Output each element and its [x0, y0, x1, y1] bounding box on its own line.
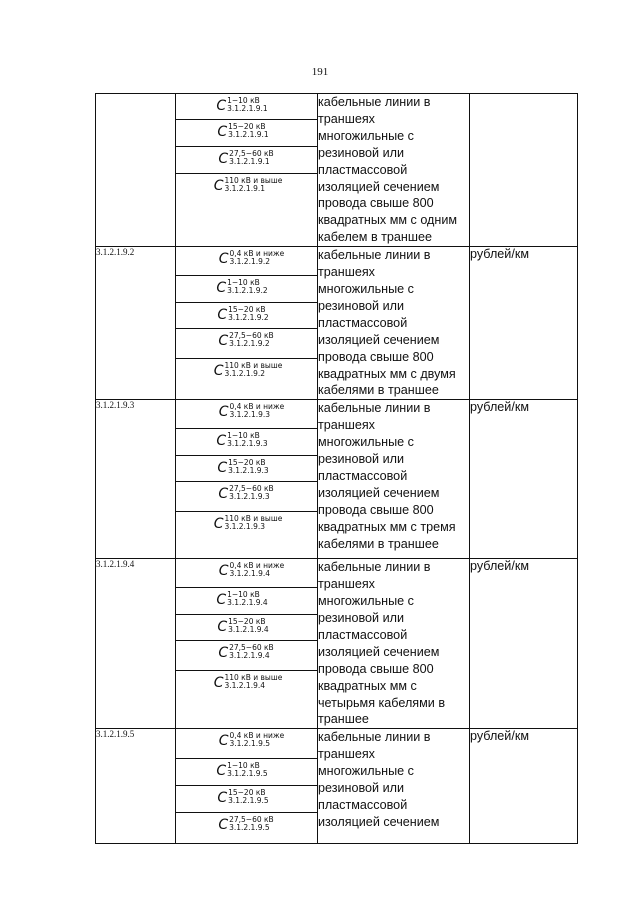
voltage-superscript: 1−10 кВ: [227, 431, 260, 441]
rate-symbol-subcell: [176, 359, 317, 395]
rate-symbol: [214, 174, 283, 193]
rate-symbol-subcell: [176, 759, 317, 786]
description-line: четырьмя кабелями в: [318, 695, 446, 710]
rate-symbol: [217, 120, 268, 139]
rate-symbol-letter: C: [218, 645, 229, 662]
description-line: резиновой или: [318, 452, 405, 467]
row-code: 3.1.2.1.9.5: [96, 729, 176, 844]
rate-symbol: [219, 729, 285, 748]
description-line: кабелями в траншее: [318, 536, 439, 551]
rate-symbol-letter: C: [218, 486, 229, 503]
code-subscript: 3.1.2.1.9.4: [224, 681, 266, 691]
code-subscript: 3.1.2.1.9.4: [227, 598, 268, 608]
description-line: многожильные с: [318, 128, 414, 143]
code-subscript: 3.1.2.1.9.1: [228, 130, 269, 139]
description-line: квадратных мм с тремя: [318, 519, 456, 534]
row-description: [318, 729, 470, 844]
row-code: 3.1.2.1.9.2: [96, 247, 176, 400]
description-line: изоляцией сечением: [318, 485, 440, 500]
row-code: 3.1.2.1.9.4: [96, 559, 176, 729]
rate-symbol: [218, 482, 273, 501]
rate-symbol: [217, 615, 268, 634]
rate-symbol-letter: C: [218, 404, 229, 421]
row-description: [318, 400, 470, 559]
description-line: кабельные линии в: [318, 248, 431, 263]
rate-symbol-indices: [228, 123, 269, 139]
rate-symbol-subcell: [176, 247, 317, 276]
voltage-superscript: 27,5−60 кВ: [229, 643, 274, 653]
rate-symbol: [217, 786, 268, 805]
row-code: 3.1.2.1.9.3: [96, 400, 176, 559]
voltage-superscript: 1−10 кВ: [227, 761, 260, 771]
rate-symbol-indices: [228, 618, 269, 634]
description-line: изоляцией сечением: [318, 644, 440, 659]
description-line: траншеях: [318, 418, 375, 433]
code-subscript: 3.1.2.1.9.3: [229, 410, 271, 420]
code-subscript: 3.1.2.1.9.2: [229, 339, 270, 349]
rate-symbols-cell: [176, 94, 318, 247]
description-line: кабелями в траншее: [318, 383, 439, 398]
rate-symbol-indices: [229, 332, 274, 348]
rate-symbol: [218, 329, 273, 348]
description-line: пластмассовой: [318, 468, 408, 483]
code-subscript: 3.1.2.1.9.1: [224, 184, 266, 193]
description-line: резиновой или: [318, 611, 405, 626]
rate-symbol-indices: [230, 562, 285, 578]
rate-symbol-subcell: [176, 512, 317, 558]
code-subscript: 3.1.2.1.9.5: [229, 739, 271, 749]
rate-symbol: [216, 94, 267, 113]
rate-symbol-letter: C: [218, 733, 229, 750]
voltage-superscript: 15−20 кВ: [228, 122, 266, 131]
row-description: [318, 94, 470, 247]
code-subscript: 3.1.2.1.9.5: [229, 823, 270, 833]
rate-symbol: [217, 303, 268, 322]
rate-symbol-letter: C: [216, 763, 227, 780]
code-subscript: 3.1.2.1.9.2: [227, 286, 268, 296]
rate-symbol: [219, 400, 285, 419]
code-subscript: 3.1.2.1.9.5: [228, 796, 269, 806]
description-line: кабельные линии в: [318, 401, 431, 416]
voltage-superscript: 27,5−60 кВ: [229, 815, 274, 825]
description-line: траншеях: [318, 111, 375, 126]
description-line: провода свыше 800: [318, 349, 434, 364]
tariff-table: [95, 93, 578, 844]
voltage-superscript: 15−20 кВ: [228, 458, 266, 468]
rate-symbol-subcell: [176, 482, 317, 512]
row-code: [96, 94, 176, 247]
page-number: 191: [311, 66, 329, 78]
rate-symbol-letter: C: [216, 98, 227, 114]
description-line: многожильные с: [318, 281, 414, 296]
rate-symbol-indices: [229, 644, 274, 660]
rate-symbol-indices: [228, 459, 269, 475]
row-unit: рублей/км: [470, 729, 578, 844]
voltage-superscript: 1−10 кВ: [227, 278, 260, 288]
voltage-superscript: 15−20 кВ: [228, 788, 266, 798]
code-subscript: 3.1.2.1.9.2: [228, 313, 269, 323]
rate-symbol-subcell: [176, 786, 317, 813]
rate-symbol-subcell: [176, 813, 317, 843]
description-line: изоляцией сечением: [318, 179, 440, 194]
rate-symbol-indices: [229, 816, 274, 832]
code-subscript: 3.1.2.1.9.4: [228, 625, 269, 635]
rate-symbol-letter: C: [216, 592, 227, 609]
description-line: кабельные линии в: [318, 95, 431, 109]
description-line: траншеях: [318, 265, 375, 280]
voltage-superscript: 110 кВ и выше: [224, 673, 283, 683]
tariff-table-body: [96, 94, 578, 844]
description-line: изоляцией сечением: [318, 814, 440, 829]
rate-symbol: [218, 641, 273, 660]
description-line: кабельные линии в: [318, 560, 431, 575]
row-description: [318, 559, 470, 729]
description-line: квадратных мм с: [318, 678, 417, 693]
row-unit: рублей/км: [470, 247, 578, 400]
rate-symbol-letter: C: [213, 516, 224, 533]
code-subscript: 3.1.2.1.9.2: [229, 257, 271, 267]
description-line: многожильные с: [318, 435, 414, 450]
rate-symbol-subcell: [176, 456, 317, 482]
description-line: траншеях: [318, 747, 375, 762]
rate-symbol-subcell: [176, 303, 317, 329]
description-line: квадратных мм с двумя: [318, 366, 456, 381]
rate-symbols-cell: [176, 400, 318, 559]
rate-symbol: [216, 429, 267, 448]
code-subscript: 3.1.2.1.9.1: [227, 104, 268, 113]
description-line: резиновой или: [318, 145, 405, 160]
voltage-superscript: 1−10 кВ: [227, 590, 260, 600]
voltage-superscript: 15−20 кВ: [228, 305, 266, 315]
row-unit: рублей/км: [470, 559, 578, 729]
voltage-superscript: 0,4 кВ и ниже: [229, 402, 285, 412]
rate-symbol-subcell: [176, 276, 317, 303]
rate-symbol-letter: C: [217, 124, 228, 140]
rate-symbol-letter: C: [218, 817, 229, 834]
rate-symbol-indices: [229, 150, 274, 166]
description-line: многожильные с: [318, 594, 414, 609]
rate-symbol-letter: C: [216, 433, 227, 450]
description-line: провода свыше 800: [318, 502, 434, 517]
rate-symbol-subcell: [176, 429, 317, 456]
rate-symbol-subcell: [176, 641, 317, 671]
rate-symbol: [217, 456, 268, 475]
rate-symbol-indices: [230, 403, 285, 419]
rate-symbol-letter: C: [213, 178, 224, 194]
rate-symbol-subcell: [176, 729, 317, 759]
voltage-superscript: 110 кВ и выше: [224, 176, 283, 185]
description-line: изоляцией сечением: [318, 332, 440, 347]
table-row: [96, 559, 578, 729]
description-line: траншее: [318, 712, 369, 727]
rate-symbol: [214, 512, 283, 531]
row-unit: [470, 94, 578, 247]
rate-symbol-indices: [224, 177, 282, 193]
rate-symbol-subcell: [176, 588, 317, 615]
rate-symbol-indices: [224, 515, 282, 531]
code-subscript: 3.1.2.1.9.4: [229, 569, 271, 579]
rate-symbol-indices: [227, 762, 268, 778]
rate-symbol: [219, 247, 285, 266]
voltage-superscript: 27,5−60 кВ: [229, 331, 274, 341]
rate-symbols-cell: [176, 247, 318, 400]
rate-symbol: [214, 671, 283, 690]
rate-symbol-letter: C: [217, 460, 228, 477]
rate-symbol-subcell: [176, 615, 317, 641]
rate-symbol-subcell: [176, 329, 317, 359]
rate-symbol-indices: [229, 485, 274, 501]
rate-symbol-letter: C: [218, 151, 229, 167]
description-line: пластмассовой: [318, 162, 408, 177]
rate-symbol-indices: [227, 97, 268, 113]
code-subscript: 3.1.2.1.9.4: [229, 651, 270, 661]
code-subscript: 3.1.2.1.9.3: [229, 492, 270, 502]
code-subscript: 3.1.2.1.9.5: [227, 769, 268, 779]
voltage-superscript: 0,4 кВ и ниже: [229, 561, 285, 571]
voltage-superscript: 15−20 кВ: [228, 617, 266, 627]
rate-symbol-letter: C: [213, 675, 224, 692]
code-subscript: 3.1.2.1.9.3: [228, 466, 269, 476]
rate-symbol-letter: C: [218, 563, 229, 580]
description-line: квадратных мм с одним: [318, 213, 458, 228]
rate-symbol: [216, 759, 267, 778]
code-subscript: 3.1.2.1.9.3: [227, 439, 268, 449]
voltage-superscript: 1−10 кВ: [227, 96, 260, 105]
row-description: [318, 247, 470, 400]
description-line: резиновой или: [318, 298, 405, 313]
rate-symbol: [216, 276, 267, 295]
description-line: кабелем в траншее: [318, 230, 432, 245]
rate-symbol: [218, 813, 273, 832]
code-subscript: 3.1.2.1.9.1: [229, 157, 270, 166]
rate-symbol-letter: C: [217, 307, 228, 324]
rate-symbol-indices: [224, 362, 282, 378]
table-row: [96, 729, 578, 844]
rate-symbol: [218, 147, 273, 166]
description-line: пластмассовой: [318, 798, 408, 812]
description-line: провода свыше 800: [318, 661, 434, 676]
rate-symbol-letter: C: [217, 619, 228, 636]
rate-symbol-subcell: [176, 147, 317, 174]
voltage-superscript: 27,5−60 кВ: [229, 149, 274, 158]
table-row: [96, 94, 578, 247]
description-line: траншеях: [318, 577, 375, 592]
code-subscript: 3.1.2.1.9.3: [224, 522, 266, 532]
description-line: пластмассовой: [318, 627, 408, 642]
rate-symbol-letter: C: [216, 280, 227, 297]
table-row: [96, 247, 578, 400]
rate-symbol: [219, 559, 285, 578]
description-line: провода свыше 800: [318, 196, 434, 211]
description-line: резиновой или: [318, 781, 405, 796]
description-line: пластмассовой: [318, 315, 408, 330]
voltage-superscript: 110 кВ и выше: [224, 361, 283, 371]
rate-symbol-subcell: [176, 559, 317, 588]
rate-symbol: [214, 359, 283, 378]
description-line: многожильные с: [318, 764, 414, 779]
rate-symbol-indices: [228, 789, 269, 805]
voltage-superscript: 110 кВ и выше: [224, 514, 283, 524]
code-subscript: 3.1.2.1.9.2: [224, 369, 266, 379]
description-line: кабельные линии в: [318, 730, 431, 745]
table-row: [96, 400, 578, 559]
voltage-superscript: 0,4 кВ и ниже: [229, 731, 285, 741]
rate-symbol-subcell: [176, 400, 317, 429]
rate-symbols-cell: [176, 729, 318, 844]
rate-symbol-letter: C: [218, 333, 229, 350]
rate-symbol-subcell: [176, 174, 317, 241]
rate-symbol-letter: C: [213, 363, 224, 380]
row-unit: рублей/км: [470, 400, 578, 559]
rate-symbol-subcell: [176, 94, 317, 120]
rate-symbol-indices: [230, 732, 285, 748]
rate-symbol-indices: [224, 674, 282, 690]
rate-symbol-subcell: [176, 120, 317, 147]
rate-symbol-indices: [228, 306, 269, 322]
rate-symbol-indices: [230, 250, 285, 266]
rate-symbol-indices: [227, 591, 268, 607]
rate-symbol-indices: [227, 279, 268, 295]
rate-symbol-subcell: [176, 671, 317, 723]
voltage-superscript: 0,4 кВ и ниже: [229, 249, 285, 259]
rate-symbols-cell: [176, 559, 318, 729]
rate-symbol-indices: [227, 432, 268, 448]
rate-symbol-letter: C: [218, 251, 229, 268]
rate-symbol: [216, 588, 267, 607]
rate-symbol-letter: C: [217, 790, 228, 807]
voltage-superscript: 27,5−60 кВ: [229, 484, 274, 494]
